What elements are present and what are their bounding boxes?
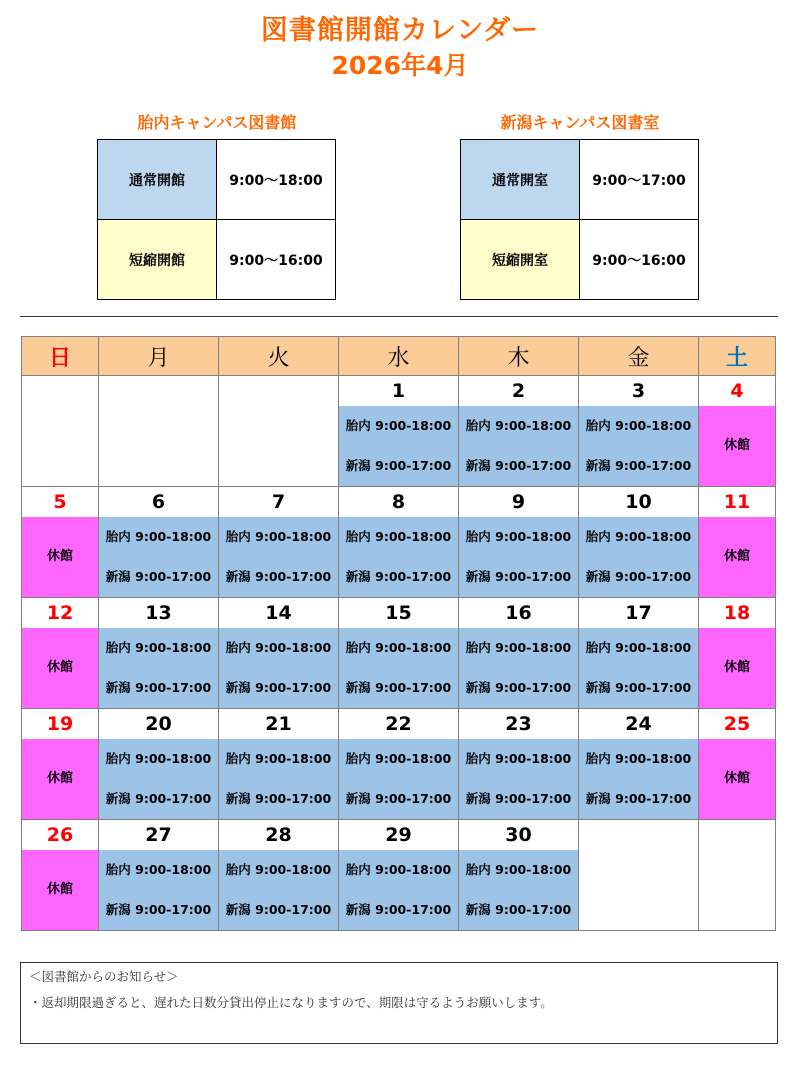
open-hours: [339, 739, 458, 819]
calendar-day: [339, 487, 459, 598]
closed-label: 休館: [699, 628, 775, 708]
calendar-day: [339, 376, 459, 487]
hours-tainai: 胎内 9:00-18:00: [585, 751, 692, 766]
open-hours: [579, 628, 698, 708]
open-hours: [579, 406, 698, 486]
day-number: 27: [145, 824, 172, 846]
closed-label: 休館: [22, 850, 98, 930]
calendar-week: [22, 820, 776, 931]
calendar-day: [219, 820, 339, 931]
calendar-day: [699, 598, 776, 709]
day-number: 1: [391, 380, 406, 402]
open-hours: [339, 850, 458, 930]
hours-tainai: 胎内 9:00-18:00: [105, 640, 212, 655]
hours-niigata: 新潟 9:00-17:00: [345, 791, 452, 806]
calendar-day: [699, 376, 776, 487]
day-number: 8: [391, 491, 406, 513]
hours-tainai: 胎内 9:00-18:00: [465, 751, 572, 766]
calendar-day: [219, 487, 339, 598]
calendar-day: [99, 598, 219, 709]
hours-niigata: 新潟 9:00-17:00: [585, 569, 692, 584]
hours-value: 9:00～16:00: [217, 220, 336, 300]
hours-niigata: 新潟 9:00-17:00: [465, 458, 572, 473]
calendar-day: [22, 598, 99, 709]
hours-niigata: 新潟 9:00-17:00: [465, 680, 572, 695]
day-number: 10: [625, 491, 652, 513]
closed-label: 休館: [699, 739, 775, 819]
hours-tainai: 胎内 9:00-18:00: [345, 862, 452, 877]
open-hours: [459, 850, 578, 930]
hours-tainai: 胎内 9:00-18:00: [585, 529, 692, 544]
day-number: 22: [385, 713, 412, 735]
weekday-header: 水: [339, 337, 459, 376]
weekday-header: 月: [99, 337, 219, 376]
hours-niigata: 新潟 9:00-17:00: [465, 791, 572, 806]
hours-value: 9:00～18:00: [217, 140, 336, 220]
calendar-week: [22, 487, 776, 598]
open-hours: [459, 406, 578, 486]
hours-tainai: 胎内 9:00-18:00: [225, 640, 332, 655]
day-number: 26: [46, 824, 74, 846]
day-number: 14: [265, 602, 292, 624]
hours-niigata: 新潟 9:00-17:00: [225, 791, 332, 806]
hours-tainai: 胎内 9:00-18:00: [105, 529, 212, 544]
hours-tainai: 胎内 9:00-18:00: [345, 418, 452, 433]
day-number: 13: [145, 602, 172, 624]
day-number: 18: [723, 602, 751, 624]
hours-niigata: 新潟 9:00-17:00: [345, 569, 452, 584]
weekday-header: 金: [579, 337, 699, 376]
hours-tainai: 胎内 9:00-18:00: [465, 529, 572, 544]
day-number: 30: [505, 824, 532, 846]
calendar-week: [22, 376, 776, 487]
hours-tainai: 胎内 9:00-18:00: [105, 751, 212, 766]
hours-niigata: 新潟 9:00-17:00: [585, 680, 692, 695]
calendar-day: [459, 709, 579, 820]
day-number: 5: [53, 491, 67, 513]
day-number: 29: [385, 824, 412, 846]
closed-label: 休館: [699, 517, 775, 597]
calendar-week: [22, 709, 776, 820]
hours-niigata: 新潟 9:00-17:00: [345, 680, 452, 695]
open-hours: [219, 628, 338, 708]
calendar-day: [22, 709, 99, 820]
calendar-day: [459, 376, 579, 487]
notice-box: [20, 962, 778, 1044]
calendar-day: [99, 709, 219, 820]
day-number: 17: [625, 602, 652, 624]
hours-niigata: 新潟 9:00-17:00: [105, 902, 212, 917]
hours-tainai: 胎内 9:00-18:00: [345, 751, 452, 766]
weekday-header: 木: [459, 337, 579, 376]
hours-niigata: 新潟 9:00-17:00: [225, 569, 332, 584]
calendar-day: [459, 487, 579, 598]
calendar-day: [22, 487, 99, 598]
closed-label: 休館: [22, 739, 98, 819]
calendar-day: [699, 487, 776, 598]
hours-label: 通常開館: [98, 140, 217, 220]
notice-heading: ＜図書館からのお知らせ＞: [29, 969, 179, 984]
day-number: 7: [271, 491, 286, 513]
hours-tainai: 胎内 9:00-18:00: [345, 529, 452, 544]
calendar: [21, 336, 776, 931]
calendar-empty-cell: [22, 376, 99, 487]
open-hours: [579, 739, 698, 819]
campus-title-tainai: 胎内キャンパス図書館: [137, 113, 297, 132]
open-hours: [459, 628, 578, 708]
hours-tainai: 胎内 9:00-18:00: [225, 529, 332, 544]
open-hours: [99, 628, 218, 708]
hours-niigata: 新潟 9:00-17:00: [345, 902, 452, 917]
hours-value: 9:00～16:00: [580, 220, 699, 300]
open-hours: [339, 517, 458, 597]
calendar-day: [579, 709, 699, 820]
hours-table-niigata: [460, 139, 699, 300]
hours-niigata: 新潟 9:00-17:00: [105, 791, 212, 806]
hours-tainai: 胎内 9:00-18:00: [465, 640, 572, 655]
calendar-empty-cell: [699, 820, 776, 931]
calendar-day: [459, 820, 579, 931]
calendar-day: [99, 487, 219, 598]
campus-title-niigata: 新潟キャンパス図書室: [500, 113, 660, 132]
open-hours: [99, 739, 218, 819]
hours-tainai: 胎内 9:00-18:00: [465, 418, 572, 433]
calendar-day: [579, 376, 699, 487]
day-number: 20: [145, 713, 172, 735]
day-number: 23: [505, 713, 532, 735]
calendar-day: [99, 820, 219, 931]
open-hours: [219, 517, 338, 597]
open-hours: [459, 739, 578, 819]
open-hours: [579, 517, 698, 597]
calendar-day: [219, 709, 339, 820]
page-title: 図書館開館カレンダー: [260, 15, 540, 46]
hours-tainai: 胎内 9:00-18:00: [105, 862, 212, 877]
day-number: 6: [151, 491, 166, 513]
hours-label: 短縮開室: [461, 220, 580, 300]
open-hours: [339, 628, 458, 708]
closed-label: 休館: [22, 628, 98, 708]
calendar-week: [22, 598, 776, 709]
hours-tainai: 胎内 9:00-18:00: [225, 862, 332, 877]
calendar-day: [579, 487, 699, 598]
day-number: 11: [723, 491, 751, 513]
hours-tainai: 胎内 9:00-18:00: [345, 640, 452, 655]
hours-table-tainai: [97, 139, 336, 300]
calendar-day: [699, 709, 776, 820]
calendar-body: [22, 376, 776, 931]
day-number: 15: [385, 602, 412, 624]
hours-label: 通常開室: [461, 140, 580, 220]
notice-text: ・返却期限過ぎると、遅れた日数分貸出停止になりますので、期限は守るようお願いします。: [29, 995, 553, 1010]
day-number: 2: [511, 380, 526, 402]
calendar-day: [579, 598, 699, 709]
hours-tainai: 胎内 9:00-18:00: [585, 418, 692, 433]
open-hours: [99, 517, 218, 597]
day-number: 4: [730, 380, 744, 402]
day-number: 19: [46, 713, 74, 735]
hours-niigata: 新潟 9:00-17:00: [585, 458, 692, 473]
hours-value: 9:00～17:00: [580, 140, 699, 220]
hours-niigata: 新潟 9:00-17:00: [345, 458, 452, 473]
hours-tainai: 胎内 9:00-18:00: [585, 640, 692, 655]
calendar-day: [219, 598, 339, 709]
day-number: 3: [631, 380, 646, 402]
page-subtitle: 2026年4月: [331, 51, 469, 80]
weekday-header: 火: [219, 337, 339, 376]
hours-niigata: 新潟 9:00-17:00: [225, 680, 332, 695]
hours-tainai: 胎内 9:00-18:00: [465, 862, 572, 877]
closed-label: 休館: [22, 517, 98, 597]
calendar-day: [22, 820, 99, 931]
hours-niigata: 新潟 9:00-17:00: [465, 569, 572, 584]
day-number: 12: [46, 602, 74, 624]
hours-niigata: 新潟 9:00-17:00: [105, 680, 212, 695]
calendar-day: [339, 598, 459, 709]
calendar-day: [339, 709, 459, 820]
calendar-empty-cell: [99, 376, 219, 487]
hours-niigata: 新潟 9:00-17:00: [585, 791, 692, 806]
calendar-empty-cell: [219, 376, 339, 487]
day-number: 25: [723, 713, 751, 735]
day-number: 28: [265, 824, 292, 846]
day-number: 21: [265, 713, 292, 735]
open-hours: [219, 850, 338, 930]
weekday-header: 土: [699, 337, 776, 376]
hours-label: 短縮開館: [98, 220, 217, 300]
open-hours: [339, 406, 458, 486]
open-hours: [219, 739, 338, 819]
weekday-header: 日: [22, 337, 99, 376]
calendar-empty-cell: [579, 820, 699, 931]
closed-label: 休館: [699, 406, 775, 486]
weekday-header-row: [22, 337, 776, 376]
calendar-day: [459, 598, 579, 709]
calendar-day: [339, 820, 459, 931]
day-number: 24: [625, 713, 652, 735]
day-number: 9: [511, 491, 526, 513]
divider: [20, 316, 778, 317]
open-hours: [459, 517, 578, 597]
hours-niigata: 新潟 9:00-17:00: [225, 902, 332, 917]
hours-niigata: 新潟 9:00-17:00: [465, 902, 572, 917]
hours-tainai: 胎内 9:00-18:00: [225, 751, 332, 766]
open-hours: [99, 850, 218, 930]
day-number: 16: [505, 602, 532, 624]
hours-niigata: 新潟 9:00-17:00: [105, 569, 212, 584]
